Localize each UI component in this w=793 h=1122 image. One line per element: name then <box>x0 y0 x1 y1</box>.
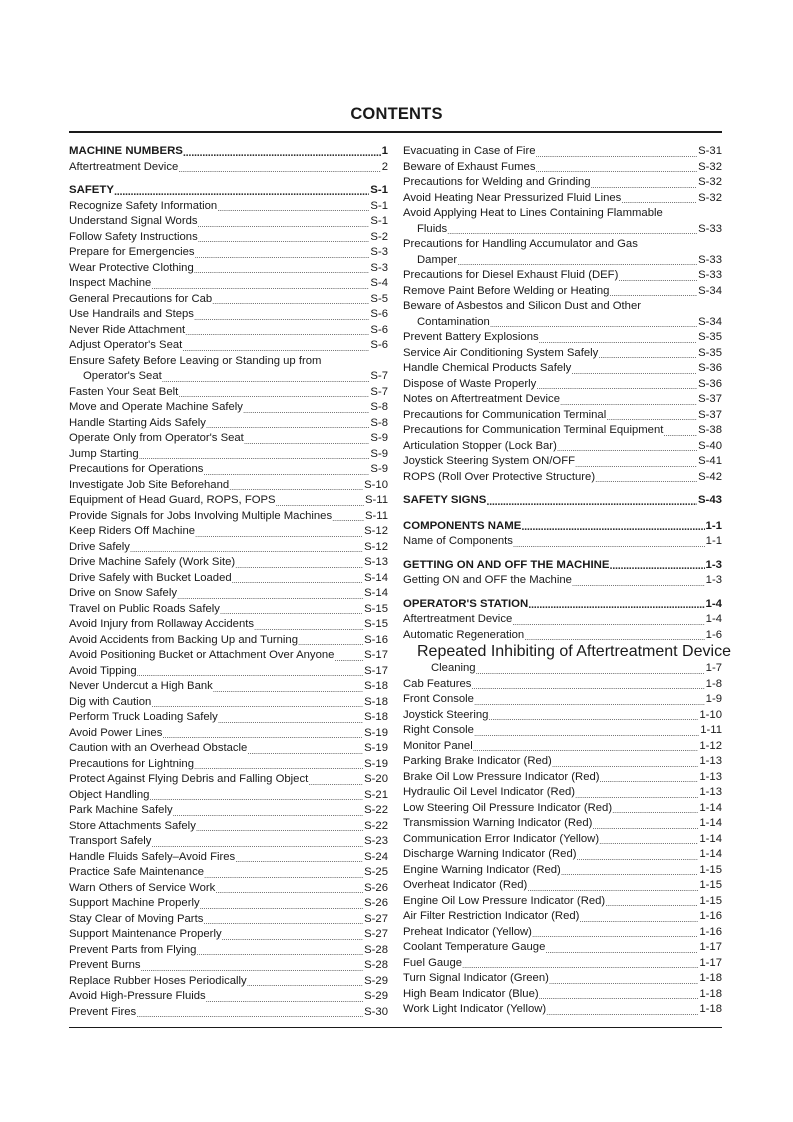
toc-entry[interactable]: Evacuating in Case of Fire ..... S-31 <box>403 144 722 160</box>
toc-entry[interactable]: Avoid Positioning Bucket or Attachment Over Anyone ..... S-17 <box>69 648 388 664</box>
toc-entry[interactable]: Preheat Indicator (Yellow) ..... 1-16 <box>403 925 722 941</box>
toc-entry[interactable]: Notes on Aftertreatment Device ..... S-37 <box>403 392 722 408</box>
toc-entry[interactable]: Service Air Conditioning System Safely ..... S-35 <box>403 346 722 362</box>
toc-entry[interactable]: Precautions for Welding and Grinding ..... S-32 <box>403 175 722 191</box>
toc-entry[interactable]: Automatic Regeneration ..... 1-6 <box>403 628 722 644</box>
toc-entry[interactable]: Air Filter Restriction Indicator (Red) ..... 1-16 <box>403 909 722 925</box>
toc-entry[interactable]: Warn Others of Service Work ..... S-26 <box>69 881 388 897</box>
toc-entry[interactable]: Avoid Tipping ..... S-17 <box>69 664 388 680</box>
toc-entry[interactable]: Monitor Panel ..... 1-12 <box>403 739 722 755</box>
toc-entry[interactable]: Aftertreatment Device ..... 2 <box>69 160 388 176</box>
top-divider <box>69 131 722 133</box>
toc-entry[interactable]: Transport Safely ..... S-23 <box>69 834 388 850</box>
toc-list-operators-2 <box>403 677 722 1018</box>
toc-entry[interactable]: Travel on Public Roads Safely ..... S-15 <box>69 602 388 618</box>
toc-entry[interactable]: Equipment of Head Guard, ROPS, FOPS ..... S-11 <box>69 493 388 509</box>
toc-right-column <box>403 144 731 1018</box>
toc-entry[interactable]: Handle Fluids Safely–Avoid Fires ..... S-24 <box>69 850 388 866</box>
toc-entry[interactable]: Communication Error Indicator (Yellow) ..... 1-14 <box>403 832 722 848</box>
toc-section-getting-on-off[interactable]: GETTING ON AND OFF THE MACHINE ..... 1-3 <box>403 558 722 574</box>
toc-entry[interactable]: Never Ride Attachment ..... S-6 <box>69 323 388 339</box>
toc-entry[interactable]: Jump Starting ..... S-9 <box>69 447 388 463</box>
toc-entry[interactable]: Park Machine Safely ..... S-22 <box>69 803 388 819</box>
toc-entry[interactable]: Engine Oil Low Pressure Indicator (Red) ..... 1-15 <box>403 894 722 910</box>
toc-entry[interactable]: Parking Brake Indicator (Red) ..... 1-13 <box>403 754 722 770</box>
toc-entry[interactable]: Drive Machine Safely (Work Site) ..... S-13 <box>69 555 388 571</box>
toc-entry[interactable]: Follow Safety Instructions ..... S-2 <box>69 230 388 246</box>
toc-entry[interactable]: Wear Protective Clothing ..... S-3 <box>69 261 388 277</box>
toc-entry[interactable]: Handle Chemical Products Safely ..... S-36 <box>403 361 722 377</box>
toc-entry[interactable]: Prevent Battery Explosions ..... S-35 <box>403 330 722 346</box>
toc-entry-wrapped[interactable]: Precautions for Handling Accumulator and Gas Damper ..... S-33 <box>403 237 722 268</box>
toc-entry[interactable]: Precautions for Operations ..... S-9 <box>69 462 388 478</box>
toc-entry[interactable]: Coolant Temperature Gauge ..... 1-17 <box>403 940 722 956</box>
toc-entry[interactable]: Avoid Injury from Rollaway Accidents ..... S-15 <box>69 617 388 633</box>
toc-entry[interactable]: Store Attachments Safely ..... S-22 <box>69 819 388 835</box>
toc-entry[interactable]: Beware of Exhaust Fumes ..... S-32 <box>403 160 722 176</box>
toc-entry[interactable]: Adjust Operator's Seat ..... S-6 <box>69 338 388 354</box>
toc-entry-wrapped-sub[interactable]: Repeated Inhibiting of Aftertreatment Device Cleaning ..... 1-7 <box>403 643 722 677</box>
toc-entry[interactable]: Provide Signals for Jobs Involving Multiple Machines ..... S-11 <box>69 509 388 525</box>
toc-entry[interactable]: Operate Only from Operator's Seat ..... S-9 <box>69 431 388 447</box>
toc-section-machine-numbers[interactable]: MACHINE NUMBERS ..... 1 <box>69 144 388 160</box>
toc-entry[interactable]: Move and Operate Machine Safely ..... S-8 <box>69 400 388 416</box>
toc-entry[interactable]: Joystick Steering System ON/OFF ..... S-41 <box>403 454 722 470</box>
toc-list-safety-1 <box>69 199 388 354</box>
toc-section-safety-signs[interactable]: SAFETY SIGNS ..... S-43 <box>403 493 722 509</box>
toc-entry[interactable]: Brake Oil Low Pressure Indicator (Red) ..... 1-13 <box>403 770 722 786</box>
toc-entry[interactable]: Hydraulic Oil Level Indicator (Red) ..... 1-13 <box>403 785 722 801</box>
toc-list-safety-3 <box>403 144 722 206</box>
toc-entry[interactable]: Front Console ..... 1-9 <box>403 692 722 708</box>
toc-entry[interactable]: Use Handrails and Steps ..... S-6 <box>69 307 388 323</box>
toc-entry[interactable]: Avoid Accidents from Backing Up and Turning ..... S-16 <box>69 633 388 649</box>
toc-list-operators-1 <box>403 612 722 643</box>
toc-entry[interactable]: Avoid Heating Near Pressurized Fluid Lines ..... S-32 <box>403 191 722 207</box>
toc-entry[interactable]: Stay Clear of Moving Parts ..... S-27 <box>69 912 388 928</box>
toc-entry[interactable]: Work Light Indicator (Yellow) ..... 1-18 <box>403 1002 722 1018</box>
toc-entry[interactable]: Recognize Safety Information ..... S-1 <box>69 199 388 215</box>
toc-entry[interactable]: High Beam Indicator (Blue) ..... 1-18 <box>403 987 722 1003</box>
toc-entry[interactable]: Turn Signal Indicator (Green) ..... 1-18 <box>403 971 722 987</box>
toc-entry[interactable]: Avoid Power Lines ..... S-19 <box>69 726 388 742</box>
toc-entry[interactable]: Drive Safely ..... S-12 <box>69 540 388 556</box>
toc-entry[interactable]: Fuel Gauge ..... 1-17 <box>403 956 722 972</box>
toc-entry[interactable]: Dispose of Waste Properly ..... S-36 <box>403 377 722 393</box>
toc-entry[interactable]: Precautions for Communication Terminal Equipment ..... S-38 <box>403 423 722 439</box>
toc-entry[interactable]: Prevent Burns ..... S-28 <box>69 958 388 974</box>
page-title: CONTENTS <box>350 105 443 123</box>
toc-entry[interactable]: Practice Safe Maintenance ..... S-25 <box>69 865 388 881</box>
toc-entry[interactable]: Overheat Indicator (Red) ..... 1-15 <box>403 878 722 894</box>
toc-entry[interactable]: Precautions for Diesel Exhaust Fluid (DEF) ..... S-33 <box>403 268 722 284</box>
toc-entry[interactable]: Fasten Your Seat Belt ..... S-7 <box>69 385 388 401</box>
toc-entry[interactable]: ROPS (Roll Over Protective Structure) ..... S-42 <box>403 470 722 486</box>
toc-entry[interactable]: Precautions for Lightning ..... S-19 <box>69 757 388 773</box>
toc-entry[interactable]: Prepare for Emergencies ..... S-3 <box>69 245 388 261</box>
toc-entry[interactable]: Support Machine Properly ..... S-26 <box>69 896 388 912</box>
toc-entry[interactable]: Understand Signal Words ..... S-1 <box>69 214 388 230</box>
toc-entry[interactable]: Engine Warning Indicator (Red) ..... 1-15 <box>403 863 722 879</box>
toc-entry[interactable]: Never Undercut a High Bank ..... S-18 <box>69 679 388 695</box>
toc-entry[interactable]: Aftertreatment Device ..... 1-4 <box>403 612 722 628</box>
toc-entry[interactable]: Object Handling ..... S-21 <box>69 788 388 804</box>
toc-entry[interactable]: Prevent Parts from Flying ..... S-28 <box>69 943 388 959</box>
toc-entry[interactable]: Dig with Caution ..... S-18 <box>69 695 388 711</box>
bottom-divider <box>69 1027 722 1028</box>
toc-entry[interactable]: Drive Safely with Bucket Loaded ..... S-14 <box>69 571 388 587</box>
toc-section-operators-station[interactable]: OPERATOR'S STATION ..... 1-4 <box>403 597 722 613</box>
toc-entry[interactable]: Drive on Snow Safely ..... S-14 <box>69 586 388 602</box>
toc-entry-wrapped[interactable]: Beware of Asbestos and Silicon Dust and Other Contamination ..... S-34 <box>403 299 722 330</box>
toc-entry[interactable]: Replace Rubber Hoses Periodically ..... S-29 <box>69 974 388 990</box>
toc-entry[interactable]: Joystick Steering ..... 1-10 <box>403 708 722 724</box>
toc-entry[interactable]: General Precautions for Cab ..... S-5 <box>69 292 388 308</box>
toc-entry[interactable]: Articulation Stopper (Lock Bar) ..... S-40 <box>403 439 722 455</box>
toc-entry[interactable]: Prevent Fires ..... S-30 <box>69 1005 388 1021</box>
toc-entry[interactable]: Getting ON and OFF the Machine ..... 1-3 <box>403 573 722 589</box>
toc-left-column <box>69 144 388 1020</box>
toc-section-components-name[interactable]: COMPONENTS NAME ..... 1-1 <box>403 519 722 535</box>
toc-entry[interactable]: Discharge Warning Indicator (Red) ..... 1-14 <box>403 847 722 863</box>
toc-entry-wrapped[interactable]: Avoid Applying Heat to Lines Containing Flammable Fluids ..... S-33 <box>403 206 722 237</box>
toc-entry[interactable]: Caution with an Overhead Obstacle ..... S-19 <box>69 741 388 757</box>
toc-section-safety[interactable]: SAFETY ..... S-1 <box>69 183 388 199</box>
toc-entry[interactable]: Name of Components ..... 1-1 <box>403 534 722 550</box>
toc-entry[interactable]: Low Steering Oil Pressure Indicator (Red) ..... 1-14 <box>403 801 722 817</box>
toc-entry[interactable]: Perform Truck Loading Safely ..... S-18 <box>69 710 388 726</box>
toc-entry[interactable]: Protect Against Flying Debris and Falling Object ..... S-20 <box>69 772 388 788</box>
toc-entry[interactable]: Precautions for Communication Terminal ..... S-37 <box>403 408 722 424</box>
toc-entry[interactable]: Avoid High-Pressure Fluids ..... S-29 <box>69 989 388 1005</box>
toc-entry[interactable]: Right Console ..... 1-11 <box>403 723 722 739</box>
toc-entry[interactable]: Support Maintenance Properly ..... S-27 <box>69 927 388 943</box>
toc-entry[interactable]: Keep Riders Off Machine ..... S-12 <box>69 524 388 540</box>
toc-entry[interactable]: Transmission Warning Indicator (Red) ..... 1-14 <box>403 816 722 832</box>
toc-list-safety-4 <box>403 268 722 299</box>
toc-entry[interactable]: Investigate Job Site Beforehand ..... S-10 <box>69 478 388 494</box>
toc-entry-wrapped[interactable]: Ensure Safety Before Leaving or Standing up from Operator's Seat ..... S-7 <box>69 354 388 385</box>
toc-entry[interactable]: Cab Features ..... 1-8 <box>403 677 722 693</box>
toc-entry[interactable]: Remove Paint Before Welding or Heating ..... S-34 <box>403 284 722 300</box>
toc-list-safety-5 <box>403 330 722 485</box>
toc-list-safety-2 <box>69 385 388 1021</box>
toc-entry[interactable]: Inspect Machine ..... S-4 <box>69 276 388 292</box>
toc-entry[interactable]: Handle Starting Aids Safely ..... S-8 <box>69 416 388 432</box>
